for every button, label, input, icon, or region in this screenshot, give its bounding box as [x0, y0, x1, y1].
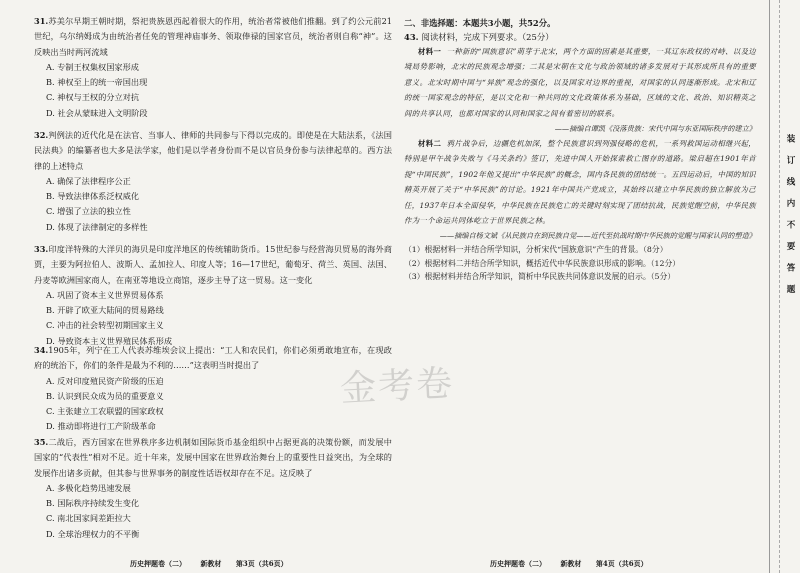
binding-notice: 装订线内不要答题: [784, 130, 796, 310]
material-2: [404, 136, 756, 228]
option-d: D. 全球治理权力的不平衡: [46, 528, 140, 539]
question-text: 判例法的近代化是在法官、当事人、律师的共同参与下得以完成的。即使是在大陆法系，《法国民法典》的编纂者也大多是法学家，他们是以学者身份而不是以官员身份参与法律起草的。西方法律的上述特点: [34, 130, 392, 171]
option-c: C. 神权与王权的分立对抗: [46, 92, 140, 103]
question-intro-text: 阅读材料，完成下列要求。（25分）: [421, 32, 554, 42]
question-stem: [34, 128, 392, 174]
left-footer: [130, 559, 300, 569]
option-a: A. 专制王权集权国家形成: [46, 61, 139, 72]
question-33: [34, 242, 392, 349]
question-stem: [34, 242, 392, 288]
option-c: C. 主张建立工农联盟的国家政权: [46, 406, 164, 417]
question-43-intro: [404, 30, 756, 44]
option-b: B. 导致法律体系泛权威化: [46, 191, 140, 202]
right-footer: [490, 559, 660, 569]
option-b: B. 国际秩序持续发生变化: [46, 498, 140, 509]
footer-page: 第3页（共6页）: [235, 559, 288, 568]
option-a: A. 确保了法律程序公正: [46, 175, 131, 186]
option-a: A. 反对印度殖民资产阶级的压迫: [46, 375, 164, 386]
question-text: 苏美尔早期王朝时期，祭祀贵族恩西起着很大的作用，统治者常被他们推翻。到了约公元前21世纪，乌尔纳姆成为由统治者任免的管理神庙事务、领取俸禄的国家官员，统治者则自称“神”。这反映出当时两河流域: [34, 16, 392, 57]
question-number: 31.: [34, 16, 49, 26]
option-c: C. 南北国家间差距拉大: [46, 513, 131, 524]
footer-edition: 新教材: [560, 559, 582, 568]
question-text: 1905年，列宁在工人代表苏维埃会议上提出：“工人和农民们，你们必须勇敢地宣布，在现政府的统治下，你们的条件是最为不利的……”这表明当时提出了: [34, 345, 392, 371]
footer-edition: 新教材: [200, 559, 222, 568]
subquestion-3: （3）根据材料并结合所学知识，简析中华民族共同体意识发展的启示。（5分）: [404, 271, 676, 281]
option-c: C. 冲击的社会转型初期国家主义: [46, 320, 164, 331]
option-d: D. 社会从蒙昧进入文明阶段: [46, 107, 148, 118]
material-1-label: 材料一: [418, 47, 442, 56]
question-number: 32.: [34, 130, 49, 140]
option-c: C. 增强了立法的独立性: [46, 206, 131, 217]
option-b: B. 神权至上的统一帝国出现: [46, 77, 148, 88]
left-page: [10, 0, 392, 573]
material-1-text: 一种新的“国族意识”萌芽于北宋，两个方面的因素是其重要，一其辽东政权的对峙、以及边境局势影响，北宋的民族观念增强；二其是宋朝在文化与政治领域的诸多发展对于其形成所具有的重要意义。北宋时期中国与“异族”观念的强化，以及国家对边界的重视，对国家的认同逐渐形成。北宋和辽的统一国家观念的特征，是以文化和一种共同的文化政策体系为基础，区域的文化、政治、知识精英之间的共享认同，也都对国家的认同和国家之间有着密切的联系。: [404, 47, 756, 118]
footer-title: 历史押题卷（二）: [490, 559, 546, 568]
question-text: 二战后，西方国家在世界秩序多边机制如国际货币基金组织中占据更高的决策份额，而发展中国家的“代表性”相对不足。近十年来，发展中国家在世界政治舞台上的重要性日益突出，为全球的发展作出诸多贡献，但其参与世界事务的制度性话语权却存在不足。这反映了: [34, 437, 392, 478]
option-d: D. 推动即将进行工产阶级革命: [46, 421, 156, 432]
question-31: [34, 14, 392, 121]
source-1: ——摘编自谭凯《没落贵族：宋代中国与东亚国际秩序的建立》: [554, 124, 756, 134]
option-d: D. 导致资本主义世界殖民体系形成: [46, 335, 173, 346]
question-34: [34, 343, 392, 435]
option-b: B. 认识到民众成为员的重要意义: [46, 390, 164, 401]
source-2: ——摘编自杨文斌《从民族自在到民族自觉——近代至抗战时期中华民族的觉醒与国家认同的塑造》: [439, 231, 756, 241]
question-stem: [34, 14, 392, 60]
right-page: [400, 0, 756, 573]
material-2-text: 鸦片战争后，边疆危机加深，整个民族意识到列强侵略的危机，一系列救国运动相继兴起，特别是甲午战争失败与《马关条约》签订，先进中国人开始探索救亡图存的道路。梁启超在1901年首提“中国民族”，1902年他又提出“中华民族”的概念，国内各民族的团结统一。五四运动后，中国的知识精英开展了关于“中华民族”的讨论。1921年中国共产党成立，其始终以建立中华民族的独立解放为己任，1937年日本全面侵华，中华民族在民族危亡的关键时刻实现了团结抗战，民族觉醒空前，中华民族作为一个命运共同体屹立于世界民族之林。: [404, 139, 756, 226]
question-number: 34.: [34, 345, 49, 355]
binding-dashed-line: [779, 0, 780, 573]
material-1: [404, 44, 756, 121]
question-number: 43.: [404, 32, 419, 42]
question-stem: [34, 435, 392, 481]
section-title: 二、非选择题：本题共3小题，共52分。: [404, 18, 556, 28]
subquestion-1: （1）根据材料一并结合所学知识，分析宋代“国族意识”产生的背景。（8分）: [404, 245, 668, 255]
subquestion-2: （2）根据材料二并结合所学知识，概括近代中华民族意识形成的影响。（12分）: [404, 258, 681, 268]
question-text: 印度洋特殊的大洋贝的海贝是印度洋地区的传统辅助货币。15世纪参与经营海贝贸易的海外商贾，主要为阿拉伯人、波斯人、孟加拉人、印度人等；16—17世纪，葡萄牙、荷兰、英国、法国、丹麦等欧洲国家商人，在南亚等地设立商馆，逐步主导了这一贸易。这一变化: [34, 244, 392, 285]
footer-title: 历史押题卷（二）: [130, 559, 186, 568]
binding-margin: [769, 0, 800, 573]
question-number: 33.: [34, 244, 49, 254]
question-number: 35.: [34, 437, 49, 447]
option-d: D. 体现了法律制定的多样性: [46, 221, 148, 232]
footer-page: 第4页（共6页）: [595, 559, 648, 568]
question-32: [34, 128, 392, 235]
option-b: B. 开辟了欧亚大陆间的贸易路线: [46, 305, 164, 316]
question-35: [34, 435, 392, 542]
watermark: 金考卷: [339, 363, 456, 410]
material-2-label: 材料二: [418, 139, 442, 149]
option-a: A. 多极化趋势迅速发展: [46, 482, 131, 493]
option-a: A. 巩固了资本主义世界贸易体系: [46, 289, 164, 300]
